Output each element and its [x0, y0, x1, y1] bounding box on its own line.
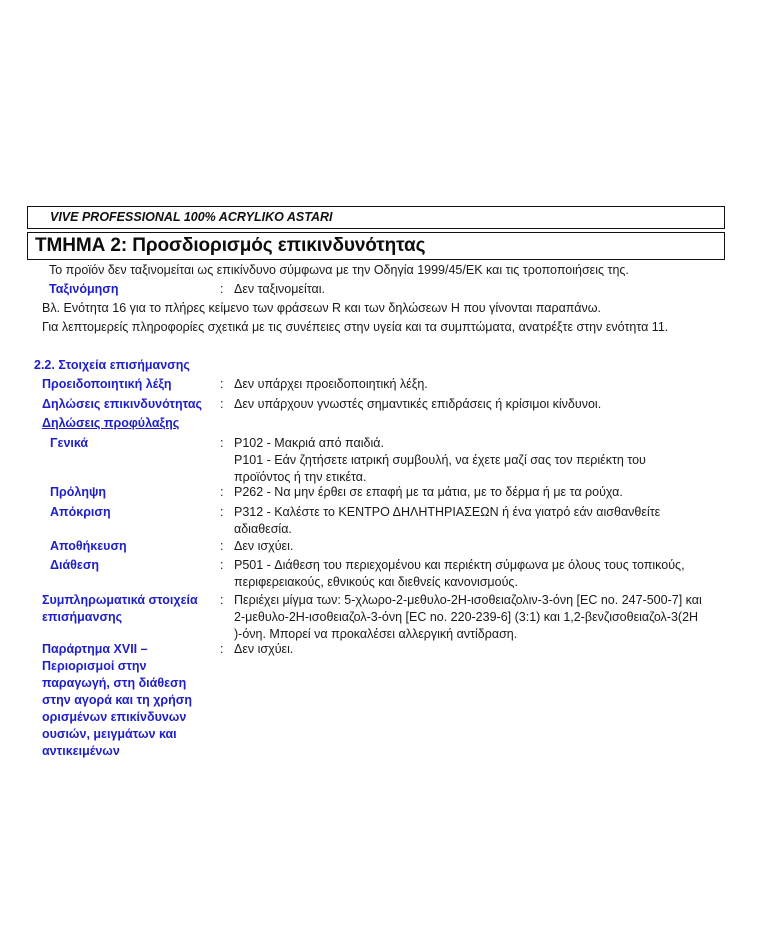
- section-header-box: [27, 232, 725, 260]
- value-line: Δεν ισχύει.: [234, 539, 294, 553]
- see-section-11-note: Για λεπτομερείς πληροφορίες σχετικά με τις συνέπειες στην υγεία και τα συμπτώματα, ανατρέξτε στην ενότητα 11.: [42, 320, 669, 334]
- label-line: Περιορισμοί στην: [42, 659, 147, 673]
- precautionary-statements-heading: Δηλώσεις προφύλαξης: [42, 416, 180, 430]
- precaution-prevention-value: [234, 484, 729, 501]
- see-section-16-note: Βλ. Ενότητα 16 για το πλήρες κείμενο των φράσεων R και των δηλώσεων H που γίνονται παραπάνω.: [42, 301, 601, 315]
- value-line: περιφερειακούς, εθνικούς και διεθνείς κανονισμούς.: [234, 575, 518, 589]
- label-line: παραγωγή, στη διάθεση: [42, 676, 187, 690]
- value-line: P262 - Να μην έρθει σε επαφή με τα μάτια, με το δέρμα ή με τα ρούχα.: [234, 485, 623, 499]
- colon: :: [220, 642, 224, 656]
- value-line: 2-μεθυλο-2H-ισοθειαζολ-3-όνη [EC no. 220-239-6] (3:1) και 1,2-βενζισοθειαζολ-3(2H: [234, 610, 699, 624]
- colon: :: [220, 377, 224, 391]
- colon: :: [220, 436, 224, 450]
- colon: :: [220, 397, 224, 411]
- label-line: αντικειμένων: [42, 744, 120, 758]
- precaution-disposal-value: [234, 557, 729, 591]
- precaution-storage-value: [234, 538, 729, 555]
- supplemental-label: [42, 592, 198, 626]
- classification-colon: :: [220, 282, 224, 296]
- classification-statement: Το προϊόν δεν ταξινομείται ως επικίνδυνο σύμφωνα με την Οδηγία 1999/45/ΕΚ και τις τροποποιήσεις της.: [49, 263, 629, 277]
- signal-word-label: Προειδοποιητική λέξη: [42, 377, 172, 391]
- value-line: αδιαθεσία.: [234, 522, 292, 536]
- supplemental-value: [234, 592, 729, 643]
- label-line: Συμπληρωματικά στοιχεία: [42, 593, 198, 607]
- classification-value: Δεν ταξινομείται.: [234, 282, 325, 296]
- value-line: Δεν υπάρχει προειδοποιητική λέξη.: [234, 377, 428, 391]
- colon: :: [220, 485, 224, 499]
- value-line: Δεν υπάρχουν γνωστές σημαντικές επιδράσεις ή κρίσιμοι κίνδυνοι.: [234, 397, 602, 411]
- hazard-statements-label: Δηλώσεις επικινδυνότητας: [42, 397, 203, 411]
- precaution-general-label: Γενικά: [50, 436, 89, 450]
- classification-label: Ταξινόμηση: [49, 282, 119, 296]
- annex-xvii-value: [234, 641, 729, 658]
- label-line: ουσιών, μειγμάτων και: [42, 727, 177, 741]
- label-line: Παράρτημα XVII –: [42, 642, 148, 656]
- precaution-disposal-label: Διάθεση: [50, 558, 100, 572]
- label-line: στην αγορά και τη χρήση: [42, 693, 192, 707]
- section-title: ΤΜΗΜΑ 2: Προσδιορισμός επικινδυνότητας: [35, 235, 426, 256]
- label-elements-heading: 2.2. Στοιχεία επισήμανσης: [34, 358, 190, 372]
- colon: :: [220, 593, 224, 607]
- product-header-box: [27, 206, 725, 229]
- colon: :: [220, 558, 224, 572]
- value-line: P501 - Διάθεση του περιεχομένου και περιέκτη σύμφωνα με όλους τους τοπικούς,: [234, 558, 685, 572]
- label-line: ορισμένων επικίνδυνων: [42, 710, 187, 724]
- value-line: P101 - Εάν ζητήσετε ιατρική συμβουλή, να έχετε μαζί σας τον περιέκτη του: [234, 453, 646, 467]
- label-line: επισήμανσης: [42, 610, 123, 624]
- signal-word-value: [234, 376, 729, 393]
- product-name: VIVE PROFESSIONAL 100% ACRYLIKO ASTARI: [50, 210, 333, 224]
- annex-xvii-label: [42, 641, 192, 760]
- value-line: P312 - Καλέστε το ΚΕΝΤΡΟ ΔΗΛΗΤΗΡΙΑΣΕΩΝ ή ένα γιατρό εάν αισθανθείτε: [234, 505, 661, 519]
- precaution-response-label: Απόκριση: [50, 505, 111, 519]
- value-line: Περιέχει μίγμα των: 5-χλωρο-2-μεθυλο-2H-ισοθειαζολιν-3-όνη [EC no. 247-500-7] και: [234, 593, 702, 607]
- hazard-statements-value: [234, 396, 729, 413]
- value-line: προϊόντος ή την ετικέτα.: [234, 470, 367, 484]
- colon: :: [220, 539, 224, 553]
- value-line: Δεν ισχύει.: [234, 642, 294, 656]
- value-line: )-όνη. Μπορεί να προκαλέσει αλλεργική αντίδραση.: [234, 627, 518, 641]
- precaution-storage-label: Αποθήκευση: [50, 539, 127, 553]
- precaution-prevention-label: Πρόληψη: [50, 485, 107, 499]
- precaution-general-value: [234, 435, 729, 486]
- colon: :: [220, 505, 224, 519]
- value-line: P102 - Μακριά από παιδιά.: [234, 436, 384, 450]
- precaution-response-value: [234, 504, 729, 538]
